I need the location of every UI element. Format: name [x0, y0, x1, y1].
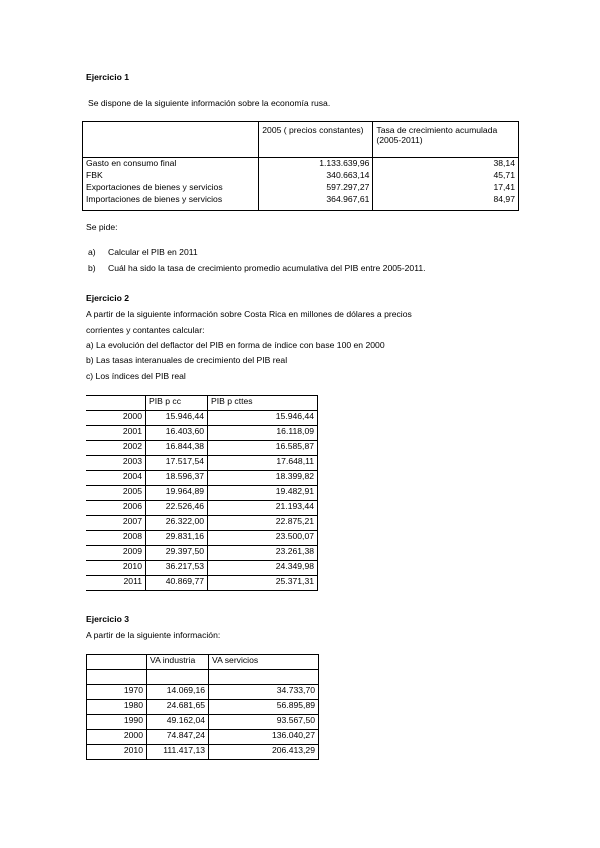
table-row	[86, 561, 318, 576]
ex2-item-b: b) Las tasas interanuales de crecimiento del PIB real	[86, 355, 288, 365]
ex2-cc: 29.831,16	[146, 531, 208, 546]
ex2-header-cttes: PIB p cttes	[208, 396, 318, 411]
ex1-row-rate: 17,41	[493, 182, 515, 192]
ex3-year: 1990	[87, 715, 147, 730]
table-row	[83, 194, 519, 211]
ex1-question-text: Calcular el PIB en 2011	[108, 247, 198, 257]
table-row	[86, 531, 318, 546]
ex2-year: 2006	[86, 501, 146, 516]
ex1-ask: Se pide:	[86, 222, 118, 232]
table-row	[86, 471, 318, 486]
ex1-question-mark: a)	[88, 247, 96, 257]
table-row	[86, 576, 318, 591]
ex3-year: 2000	[87, 730, 147, 745]
ex2-cc: 16.403,60	[146, 426, 208, 441]
ex3-ind: 49.162,04	[147, 715, 209, 730]
ex3-table	[86, 654, 319, 760]
ex1-row-rate: 84,97	[493, 194, 515, 204]
ex3-serv: 56.895,89	[209, 700, 319, 715]
ex3-year: 1980	[87, 700, 147, 715]
ex2-cttes: 18.399,82	[208, 471, 318, 486]
ex3-ind: 14.069,16	[147, 685, 209, 700]
ex1-row-2005: 364.967,61	[259, 194, 373, 211]
ex2-cttes: 23.261,38	[208, 546, 318, 561]
ex1-row-label: FBK	[83, 170, 259, 182]
ex3-empty-row	[87, 670, 319, 685]
ex2-cc: 22.526,46	[146, 501, 208, 516]
ex3-serv: 136.040,27	[209, 730, 319, 745]
ex1-row-rate: 38,14	[493, 158, 515, 168]
ex3-serv: 206.413,29	[209, 745, 319, 760]
ex3-ind: 74.847,24	[147, 730, 209, 745]
ex1-question-b	[88, 263, 426, 273]
ex1-intro: Se dispone de la siguiente información sobre la economía rusa.	[88, 98, 331, 108]
ex2-cttes: 23.500,07	[208, 531, 318, 546]
table-row	[86, 546, 318, 561]
ex3-ind: 24.681,65	[147, 700, 209, 715]
ex3-empty-cell	[209, 670, 319, 685]
ex3-serv: 93.567,50	[209, 715, 319, 730]
ex2-year: 2001	[86, 426, 146, 441]
ex2-year: 2007	[86, 516, 146, 531]
table-row	[86, 501, 318, 516]
ex2-year: 2010	[86, 561, 146, 576]
ex1-row-label: Exportaciones de bienes y servicios	[83, 182, 259, 194]
table-row	[86, 516, 318, 531]
table-row	[83, 158, 519, 171]
ex2-table	[86, 395, 318, 591]
ex3-serv: 34.733,70	[209, 685, 319, 700]
ex1-table-header	[83, 122, 519, 158]
table-row	[86, 486, 318, 501]
ex2-header-cc: PIB p cc	[146, 396, 208, 411]
ex2-header-year	[86, 396, 146, 411]
ex1-question-mark: b)	[88, 263, 96, 273]
ex1-table	[82, 121, 519, 211]
ex2-cttes: 17.648,11	[208, 456, 318, 471]
ex3-year: 1970	[87, 685, 147, 700]
table-row	[86, 441, 318, 456]
ex2-cttes: 24.349,98	[208, 561, 318, 576]
table-row	[87, 715, 319, 730]
ex1-header-rate: Tasa de crecimiento acumulada (2005-2011)	[373, 122, 519, 158]
ex2-table-header	[86, 396, 318, 411]
ex3-header-ind: VA industria	[147, 655, 209, 670]
ex2-cttes: 19.482,91	[208, 486, 318, 501]
ex3-table-header	[87, 655, 319, 670]
ex2-year: 2002	[86, 441, 146, 456]
table-row	[87, 730, 319, 745]
ex1-row-2005: 1.133.639,96	[259, 158, 373, 171]
ex2-cc: 19.964,89	[146, 486, 208, 501]
ex3-title: Ejercicio 3	[86, 614, 129, 624]
ex2-year: 2011	[86, 576, 146, 591]
ex2-cc: 36.217,53	[146, 561, 208, 576]
ex2-year: 2009	[86, 546, 146, 561]
ex2-cttes: 21.193,44	[208, 501, 318, 516]
ex2-year: 2005	[86, 486, 146, 501]
table-row	[87, 685, 319, 700]
ex3-header-serv: VA servicios	[209, 655, 319, 670]
ex1-row-2005: 340.663,14	[259, 170, 373, 182]
ex1-header-2005: 2005 ( precios constantes)	[259, 122, 373, 158]
ex2-intro-line2: corrientes y contantes calcular:	[86, 325, 205, 335]
ex2-year: 2004	[86, 471, 146, 486]
ex2-cttes: 16.118,09	[208, 426, 318, 441]
ex1-row-rate: 45,71	[493, 170, 515, 180]
ex2-cttes: 22.875,21	[208, 516, 318, 531]
table-row	[83, 182, 519, 194]
ex3-ind: 111.417,13	[147, 745, 209, 760]
ex2-item-c: c) Los índices del PIB real	[86, 371, 186, 381]
ex2-cc: 16.844,38	[146, 441, 208, 456]
ex2-cttes: 25.371,31	[208, 576, 318, 591]
ex2-intro-line1: A partir de la siguiente información sobre Costa Rica en millones de dólares a precios	[86, 309, 412, 319]
ex2-year: 2008	[86, 531, 146, 546]
ex1-question-a	[88, 247, 198, 257]
ex2-cc: 40.869,77	[146, 576, 208, 591]
table-row	[87, 700, 319, 715]
ex2-cc: 29.397,50	[146, 546, 208, 561]
ex1-header-empty	[83, 122, 259, 158]
ex1-row-label: Gasto en consumo final	[83, 158, 259, 171]
ex2-cc: 18.596,37	[146, 471, 208, 486]
ex2-cc: 17.517,54	[146, 456, 208, 471]
ex3-header-year	[87, 655, 147, 670]
ex3-year: 2010	[87, 745, 147, 760]
ex2-item-a: a) La evolución del deflactor del PIB en forma de índice con base 100 en 2000	[86, 340, 385, 350]
ex2-cttes: 15.946,44	[208, 411, 318, 426]
ex1-row-label: Importaciones de bienes y servicios	[83, 194, 259, 211]
ex1-title: Ejercicio 1	[86, 72, 129, 82]
ex1-question-text: Cuál ha sido la tasa de crecimiento promedio acumulativa del PIB entre 2005-2011.	[108, 263, 426, 273]
ex3-intro: A partir de la siguiente información:	[86, 630, 221, 640]
table-row	[86, 411, 318, 426]
table-row	[87, 745, 319, 760]
table-row	[86, 426, 318, 441]
ex2-cc: 15.946,44	[146, 411, 208, 426]
ex2-cttes: 16.585,87	[208, 441, 318, 456]
ex2-year: 2000	[86, 411, 146, 426]
table-row	[86, 456, 318, 471]
ex2-year: 2003	[86, 456, 146, 471]
ex2-cc: 26.322,00	[146, 516, 208, 531]
ex1-row-2005: 597.297,27	[259, 182, 373, 194]
ex2-title: Ejercicio 2	[86, 293, 129, 303]
ex3-empty-cell	[87, 670, 147, 685]
table-row	[83, 170, 519, 182]
ex3-empty-cell	[147, 670, 209, 685]
